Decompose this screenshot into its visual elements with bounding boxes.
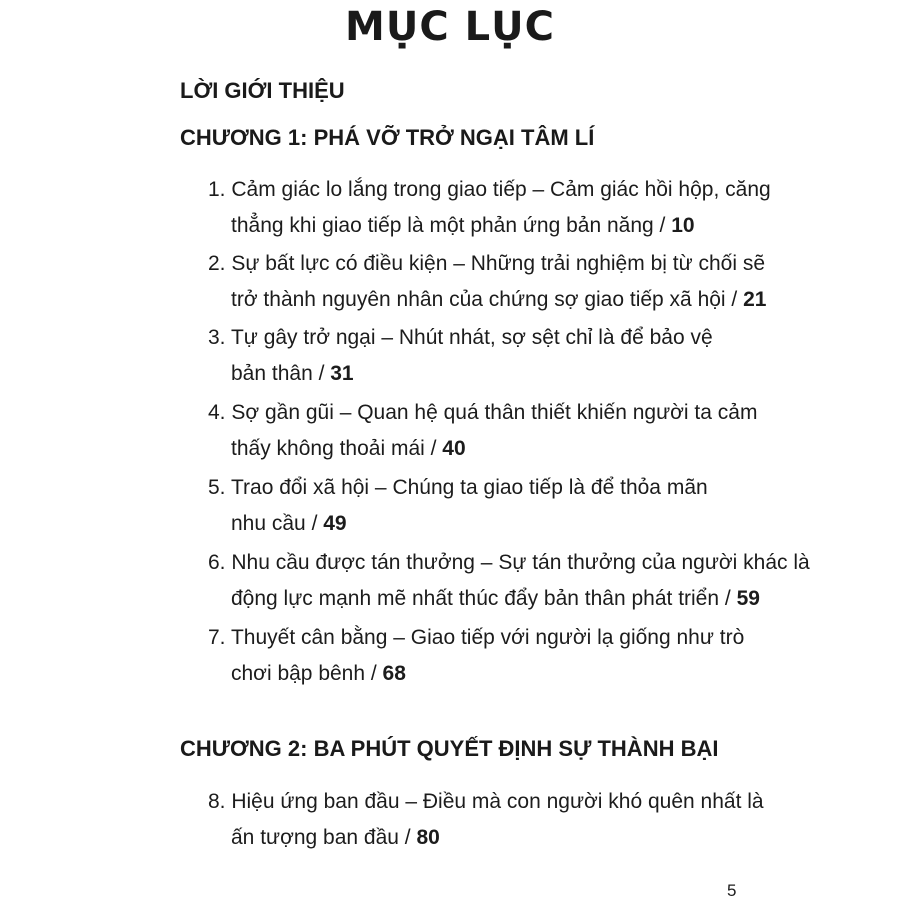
toc-entry-line — [208, 656, 748, 692]
toc-entry-6 — [208, 545, 810, 617]
toc-page-ref: 68 — [382, 662, 406, 685]
toc-page-ref: 49 — [323, 512, 347, 535]
toc-entry-line — [208, 581, 760, 617]
toc-page-ref: 21 — [743, 288, 767, 311]
toc-entry-line: 1. Cảm giác lo lắng trong giao tiếp – Cảm giác hồi hộp, căng — [208, 178, 771, 201]
toc-entry-line — [208, 820, 748, 856]
toc-entry-text: ấn tượng ban đầu / — [231, 826, 417, 849]
toc-entry-text: thẳng khi giao tiếp là một phản ứng bản năng / — [231, 214, 672, 237]
toc-entry-1 — [208, 172, 771, 244]
toc-entry-text: trở thành nguyên nhân của chứng sợ giao tiếp xã hội / — [231, 288, 744, 311]
toc-page-ref: 40 — [442, 437, 466, 460]
toc-entry-7 — [208, 620, 748, 692]
toc-entry-text: thấy không thoải mái / — [231, 437, 443, 460]
toc-entry-text: bản thân / — [231, 362, 331, 385]
toc-entry-line: 3. Tự gây trở ngại – Nhút nhát, sợ sệt chỉ là để bảo vệ — [208, 326, 713, 349]
toc-entry-line — [208, 356, 748, 392]
intro-heading: LỜI GIỚI THIỆU — [180, 78, 345, 103]
toc-entry-line: 4. Sợ gần gũi – Quan hệ quá thân thiết khiến người ta cảm — [208, 401, 758, 424]
toc-entry-line: 7. Thuyết cân bằng – Giao tiếp với người lạ giống như trò — [208, 626, 745, 649]
toc-entry-text: chơi bập bênh / — [231, 662, 383, 685]
chapter-1-heading: CHƯƠNG 1: PHÁ VỠ TRỞ NGẠI TÂM LÍ — [180, 125, 595, 150]
toc-entry-8 — [208, 784, 764, 856]
toc-entry-4 — [208, 395, 758, 467]
page-title: MỤC LỤC — [345, 4, 555, 50]
toc-entry-5 — [208, 470, 748, 542]
toc-entry-line — [208, 282, 767, 318]
toc-entry-2 — [208, 246, 767, 318]
toc-page-ref: 59 — [736, 587, 760, 610]
toc-entry-line — [208, 506, 748, 542]
chapter-2-heading: CHƯƠNG 2: BA PHÚT QUYẾT ĐỊNH SỰ THÀNH BẠI — [180, 736, 719, 761]
toc-entry-line: 5. Trao đổi xã hội – Chúng ta giao tiếp là để thỏa mãn — [208, 476, 708, 499]
toc-entry-line: 2. Sự bất lực có điều kiện – Những trải nghiệm bị từ chối sẽ — [208, 252, 766, 275]
page-number: 5 — [727, 881, 737, 900]
toc-entry-3 — [208, 320, 748, 392]
toc-page-ref: 80 — [416, 826, 440, 849]
toc-entry-text: nhu cầu / — [231, 512, 324, 535]
toc-entry-line — [208, 208, 748, 244]
toc-page-ref: 10 — [671, 214, 695, 237]
toc-entry-text: động lực mạnh mẽ nhất thúc đẩy bản thân phát triển / — [231, 587, 737, 610]
toc-entry-line — [208, 431, 748, 467]
toc-entry-line: 8. Hiệu ứng ban đầu – Điều mà con người khó quên nhất là — [208, 790, 764, 813]
toc-page-ref: 31 — [330, 362, 354, 385]
toc-entry-line: 6. Nhu cầu được tán thưởng – Sự tán thưởng của người khác là — [208, 551, 810, 574]
